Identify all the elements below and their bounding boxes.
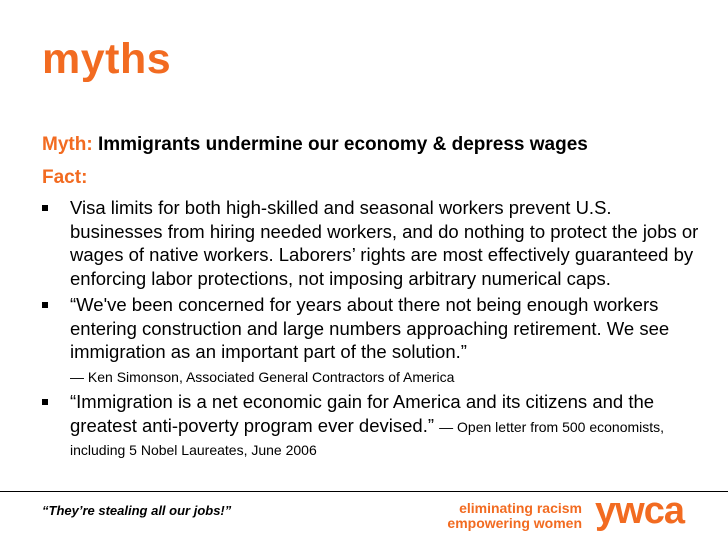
- bullet-attribution: — Open letter from 500 economists, including 5 Nobel Laureates, June 2006: [70, 418, 665, 458]
- fact-bullet-2: [42, 293, 702, 387]
- square-bullet-icon: [42, 399, 48, 405]
- bullet-text: “Immigration is a net economic gain for America and its citizens and the greatest anti-poverty program ever devised.”: [70, 391, 655, 436]
- fact-bullet-list: [42, 196, 702, 464]
- fact-bullet-3: [42, 390, 702, 461]
- bullet-attribution: — Ken Simonson, Associated General Contractors of America: [70, 368, 455, 385]
- square-bullet-icon: [42, 205, 48, 211]
- bullet-text: “We've been concerned for years about there not being enough workers entering construction and large numbers approaching retirement. We see immigration as an important part of the solution.”: [70, 294, 670, 362]
- ywca-logo: ywca: [595, 490, 684, 532]
- bullet-text: Visa limits for both high-skilled and seasonal workers prevent U.S. businesses from hiring needed workers, and do nothing to protect the jobs or wages of native workers. Laborers’ rights are most effectively guaranteed by enforcing labor protections, not imposing arbitrary numerical caps.: [70, 197, 699, 289]
- fact-label: Fact:: [42, 167, 88, 188]
- ywca-tagline: [447, 501, 582, 531]
- tagline-line-1: eliminating racism: [459, 500, 582, 516]
- fact-bullet-1: [42, 196, 702, 290]
- myth-statement: [42, 134, 588, 156]
- myth-label: Myth:: [42, 134, 93, 155]
- footer-quote: “They’re stealing all our jobs!”: [42, 503, 232, 518]
- myth-text: Immigrants undermine our economy & depress wages: [97, 134, 588, 155]
- square-bullet-icon: [42, 302, 48, 308]
- tagline-line-2: empowering women: [447, 515, 582, 531]
- slide-title: myths: [42, 35, 172, 83]
